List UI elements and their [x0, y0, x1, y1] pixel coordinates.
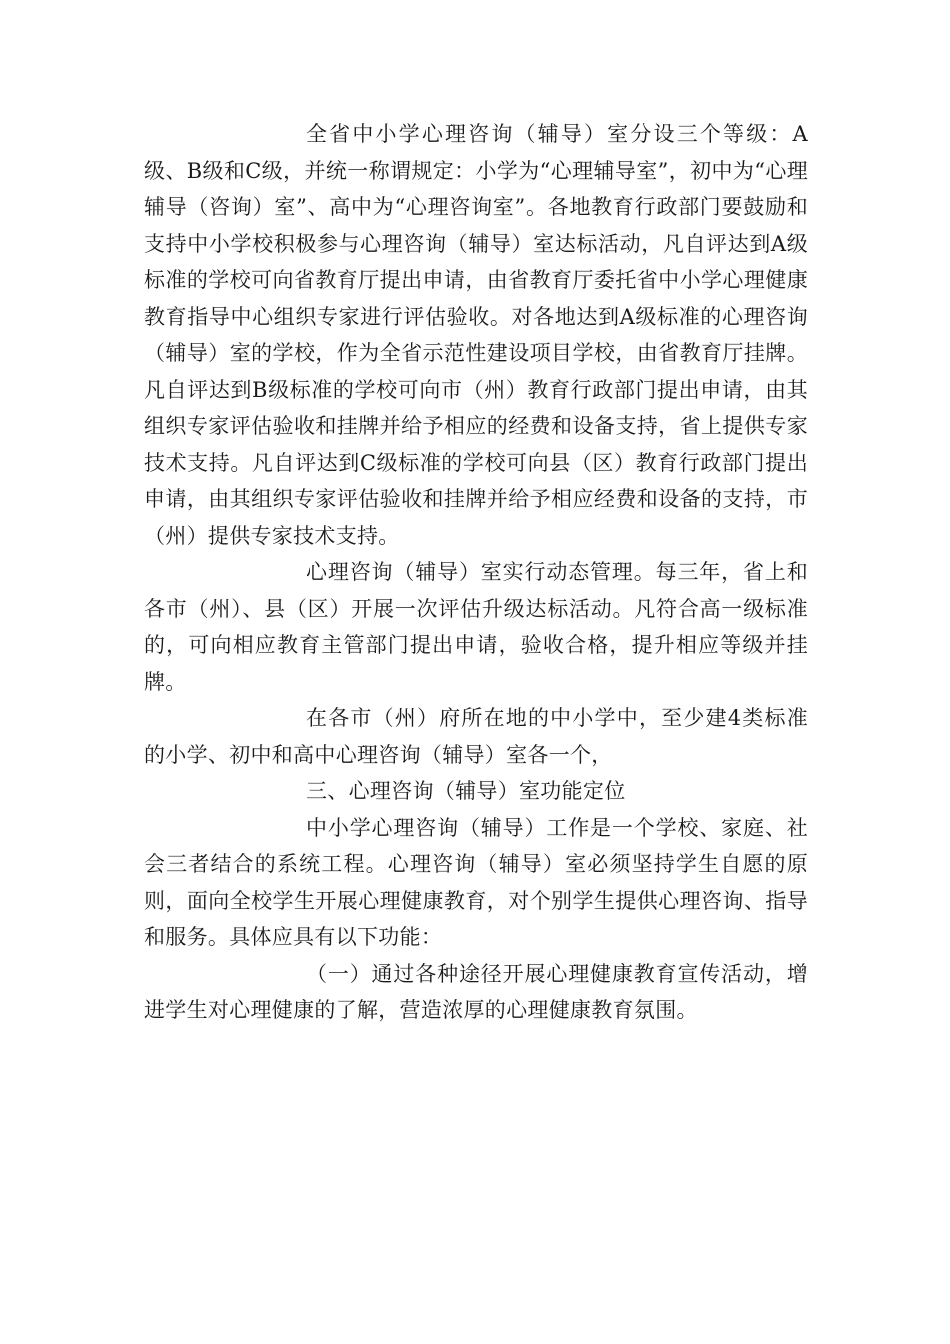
paragraph-city-schools: 在各市（州）府所在地的中小学中，至少建4类标准的小学、初中和高中心理咨询（辅导）室各一个，: [144, 706, 808, 767]
section-heading: 三、心理咨询（辅导）室功能定位: [306, 779, 626, 803]
paragraph-dynamic-management: 心理咨询（辅导）室实行动态管理。每三年，省上和各市（州）、县（区）开展一次评估升级达标活动。凡符合高一级标准的，可向相应教育主管部门提出申请，验收合格，提升相应等级并挂牌。: [144, 560, 808, 694]
paragraph-function-overview: 中小学心理咨询（辅导）工作是一个学校、家庭、社会三者结合的系统工程。心理咨询（辅导）室必须坚持学生自愿的原则，面向全校学生开展心理健康教育，对个别学生提供心理咨询、指导和服务。具体应具有以下功能：: [144, 815, 808, 949]
paragraph-grading-levels: 全省中小学心理咨询（辅导）室分设三个等级：A级、B级和C级，并统一称谓规定：小学为“心理辅导室”，初中为“心理辅导（咨询）室”、高中为“心理咨询室”。各地教育行政部门要鼓励和支持中小学校积极参与心理咨询（辅导）室达标活动，凡自评达到A级标准的学校可向省教育厅提出申请，由省教育厅委托省中小学心理健康教育指导中心组织专家进行评估验收。对各地达到A级标准的心理咨询（辅导）室的学校，作为全省示范性建设项目学校，由省教育厅挂牌。凡自评达到B级标准的学校可向市（州）教育行政部门提出申请，由其组织专家评估验收和挂牌并给予相应的经费和设备支持，省上提供专家技术支持。凡自评达到C级标准的学校可向县（区）教育行政部门提出申请，由其组织专家评估验收和挂牌并给予相应经费和设备的支持，市（州）提供专家技术支持。: [144, 122, 808, 548]
paragraph-function-one: （一）通过各种途径开展心理健康教育宣传活动，增进学生对心理健康的了解，营造浓厚的心理健康教育氛围。: [144, 961, 808, 1022]
document-body: [144, 116, 808, 1029]
